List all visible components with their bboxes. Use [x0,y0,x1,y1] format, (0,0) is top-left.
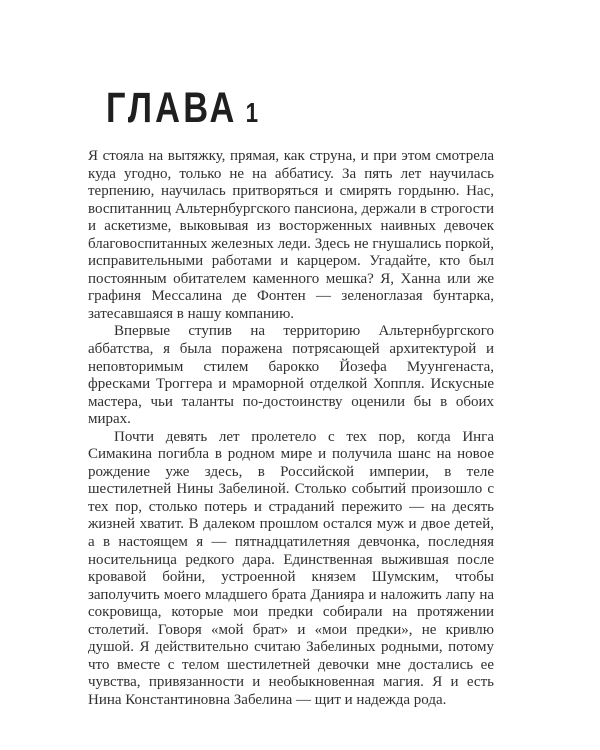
chapter-title [106,84,296,132]
chapter-body [88,148,494,710]
chapter-title-text [106,84,259,132]
paragraph-2: Впервые ступив на территорию Альтернбургского аббатства, я была поражена потрясающей архитектурой и неповторимым стилем барокко Йозефа Муунгенаста, фресками Троггера и мраморной отделкой Хоппля. Искусные мастера, чьи таланты по-достоинству оценили бы в обоих мирах. [88,323,494,428]
paragraph-1: Я стояла на вытяжку, прямая, как струна, и при этом смотрела куда угодно, только не на аббатису. За пять лет научилась терпению, научилась притворяться и смирять гордыню. Нас, воспитанниц Альтернбургского пансиона, держали в строгости и аскетизме, выковывая из восторженных наивных девочек благовоспитанных железных леди. Здесь не гнушались поркой, исправительными работами и карцером. Угадайте, кто был постоянным обитателем каменного мешка? Я, Ханна или же графиня Мессалина де Фонтен — зеленоглазая бунтарка, затесавшаяся в нашу компанию. [88,148,494,322]
chapter-title-word: ГЛАВА [106,84,238,132]
paragraph-3: Почти девять лет пролетело с тех пор, когда Инга Симакина погибла в родном мире и получила шанс на новое рождение уже здесь, в Российской империи, в теле шестилетней Нины Забелиной. Столько событий произошло с тех пор, столько потерь и страданий пережито — на десять жизней хватит. В далеком прошлом остался муж и двое детей, а в настоящем я — пятнадцатилетняя девчонка, последняя носительница редкого дара. Единственная выжившая после кровавой бойни, устроенной князем Шумским, чтобы заполучить моего младшего брата Данияра и наложить лапу на сокровища, которые мои предки собирали на протяжении столетий. Говоря «мой брат» и «мои предки», не кривлю душой. Я действительно считаю Забелиных родными, потому что вместе с телом шестилетней девочки мне достались ее чувства, привязанности и необыкновенная магия. Я и есть Нина Константиновна Забелина — щит и надежда рода. [88,428,494,708]
chapter-number: 1 [245,97,259,128]
